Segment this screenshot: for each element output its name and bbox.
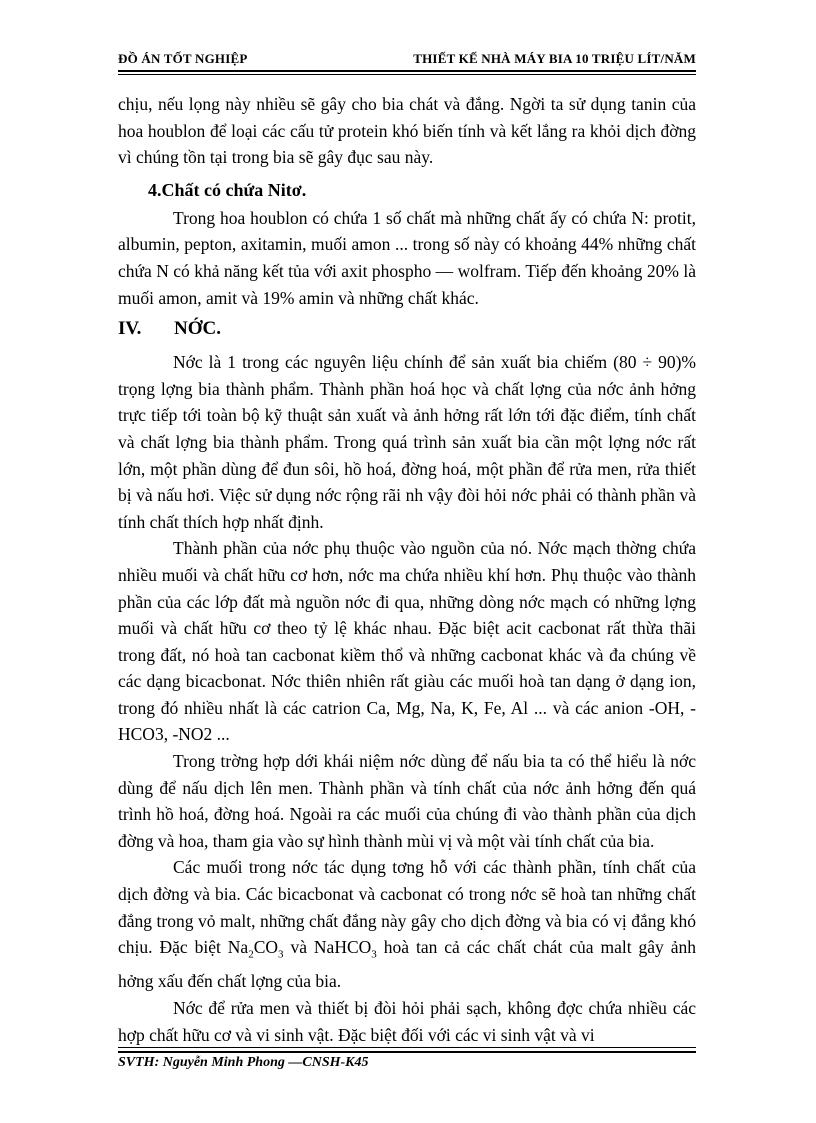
paragraph-water-composition: Thành phần của nớc phụ thuộc vào nguồn của nó. Nớc mạch thờng chứa nhiều muối và chất hữu cơ hơn, nớc ma chứa nhiều khí hơn. Phụ thuộc vào thành phần của các lớp đất mà nguồn nớc đi qua, những dòng nớc mạch có những lợng muối và chất hữu cơ theo tỷ lệ khác nhau. Đặc biệt acit cacbonat rất thừa thãi trong đất, nó hoà tan cacbonat kiềm thổ và những cacbonat khác và đa chúng về các dạng bicacbonat. Nớc thiên nhiên rất giàu các muối hoà tan dạng ở dạng ion, trong đó nhiều nhất là các catrion Ca, Mg, Na, K, Fe, Al ... và các anion -OH, -HCO3, -NO2 ... — [118, 538, 696, 745]
salts-text-2: CO — [253, 937, 278, 958]
header-rule-thin — [118, 74, 696, 75]
header-left: ĐỒ ÁN TỐT NGHIỆP — [118, 51, 248, 66]
section-number: IV. — [118, 318, 142, 340]
page-body — [118, 91, 696, 1048]
subsection-heading: 4.Chất có chứa Nitơ. — [148, 179, 307, 200]
salts-text-1: Các muối trong nớc tác dụng tơng hỗ với các thành phần, tính chất của dịch đờng và bia. Các bicacbonat và cacbonat có trong nớc sẽ hoà tan những chất đắng trong vỏ malt, những chất đắng này gây cho dịch đờng và bia có vị đắng khó chịu. Đặc biệt Na — [118, 857, 696, 958]
subscript: 3 — [278, 948, 284, 961]
paragraph-continued: chịu, nếu lọng này nhiều sẽ gây cho bia chát và đắng. Ngời ta sử dụng tanin của hoa houblon để loại các cấu tử protein khó biến tính và kết lắng ra khỏi dịch đờng vì chúng tồn tại trong bia sẽ gây đục sau này. — [118, 94, 696, 168]
paragraph-water-intro: Nớc là 1 trong các nguyên liệu chính để sản xuất bia chiếm (80 ÷ 90)% trọng lợng bia thành phẩm. Thành phần hoá học và chất lợng của nớc ảnh hởng trực tiếp tới toàn bộ kỹ thuật sản xuất và ảnh hởng rất lớn tới đặc điểm, tính chất và chất lợng bia thành phẩm. Trong quá trình sản xuất bia cần một lợng nớc rất lớn, một phần dùng để đun sôi, hồ hoá, đờng hoá, một phần để rửa men, rửa thiết bị và nấu hơi. Việc sử dụng nớc rộng rãi nh vậy đòi hỏi nớc phải có thành phần và tính chất thích hợp nhất định. — [118, 352, 696, 532]
footer-rule-thin — [118, 1047, 696, 1048]
salts-text-3: và NaHCO — [283, 937, 372, 958]
subscript: 2 — [248, 948, 254, 961]
salts-text-4: hoà tan cả các chất chát của malt gây ảnh hởng xấu đến chất lợng của bia. — [118, 937, 697, 992]
subscript: 3 — [371, 948, 377, 961]
paragraph-nitrogen: Trong hoa houblon có chứa 1 số chất mà những chất ấy có chứa N: protit, albumin, pepton, axitamin, muối amon ... trong số này có khoảng 44% những chất chứa N có khả năng kết tủa với axit phospho — wolfram. Tiếp đến khoảng 20% là muối amon, amit và 19% amin và những chất khác. — [118, 207, 696, 308]
section-title: NỚC. — [174, 318, 221, 340]
header-rule — [118, 70, 696, 72]
paragraph-salts — [118, 854, 696, 994]
section-heading — [118, 315, 696, 343]
header-right: THIẾT KẾ NHÀ MÁY BIA 10 TRIỆU LÍT/NĂM — [413, 51, 696, 66]
paragraph-brewing-water: Trong trờng hợp dới khái niệm nớc dùng để nấu bia ta có thể hiểu là nớc dùng để nấu dịch lên men. Thành phần và tính chất của nớc ảnh hởng đến quá trình hồ hoá, đờng hoá. Ngoài ra các muối của chúng đi vào thành phần của dịch đờng và hoa, tham gia vào sự hình thành mùi vị và một vài tính chất của bia. — [118, 751, 696, 851]
footer-rule — [118, 1051, 696, 1053]
page-header — [118, 51, 696, 69]
paragraph-washing-water: Nớc để rửa men và thiết bị đòi hỏi phải sạch, không đợc chứa nhiều các hợp chất hữu cơ và vi sinh vật. Đặc biệt đối với các vi sinh vật và vi — [118, 997, 696, 1045]
page-footer: SVTH: Nguyễn Minh Phong —CNSH-K45 — [118, 1055, 369, 1070]
